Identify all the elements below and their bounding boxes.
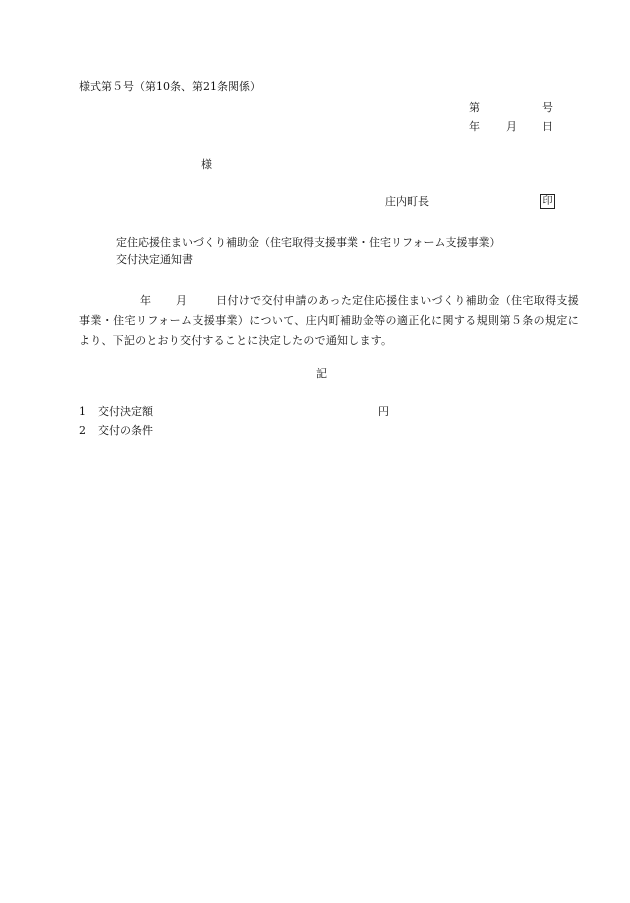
doc-date-day: 日 [542,120,553,133]
recipient-sama: 様 [201,158,212,171]
item-1-number: 1 [79,405,86,418]
notice-title-line1: 定住応援住まいづくり補助金（住宅取得支援事業・住宅リフォーム支援事業） [116,236,501,249]
item-2-label: 交付の条件 [98,424,153,437]
doc-number-go: 号 [542,101,553,114]
doc-date-month: 月 [506,120,517,133]
item-2-number: 2 [79,424,86,437]
notice-title-line2: 交付決定通知書 [116,253,193,266]
body-month: 月 [176,294,187,307]
item-1-unit: 円 [378,405,389,418]
doc-date-year: 年 [469,120,480,133]
doc-number-dai: 第 [469,101,480,114]
body-paragraph [79,291,579,351]
body-text: 日付けで交付申請のあった定住応援住まいづくり補助金（住宅取得支援事業・住宅リフォーム支援事業）について、庄内町補助金等の適正化に関する規則第５条の規定により、下記のとおり交付することに決定したので通知します。 [79,294,579,347]
item-1-label: 交付決定額 [98,405,153,418]
form-number: 様式第５号（第10条、第21条関係） [79,80,261,93]
ki-heading: 記 [316,367,327,380]
body-year: 年 [140,294,151,307]
issuer-title: 庄内町長 [385,195,429,208]
seal-mark: 印 [540,194,555,209]
